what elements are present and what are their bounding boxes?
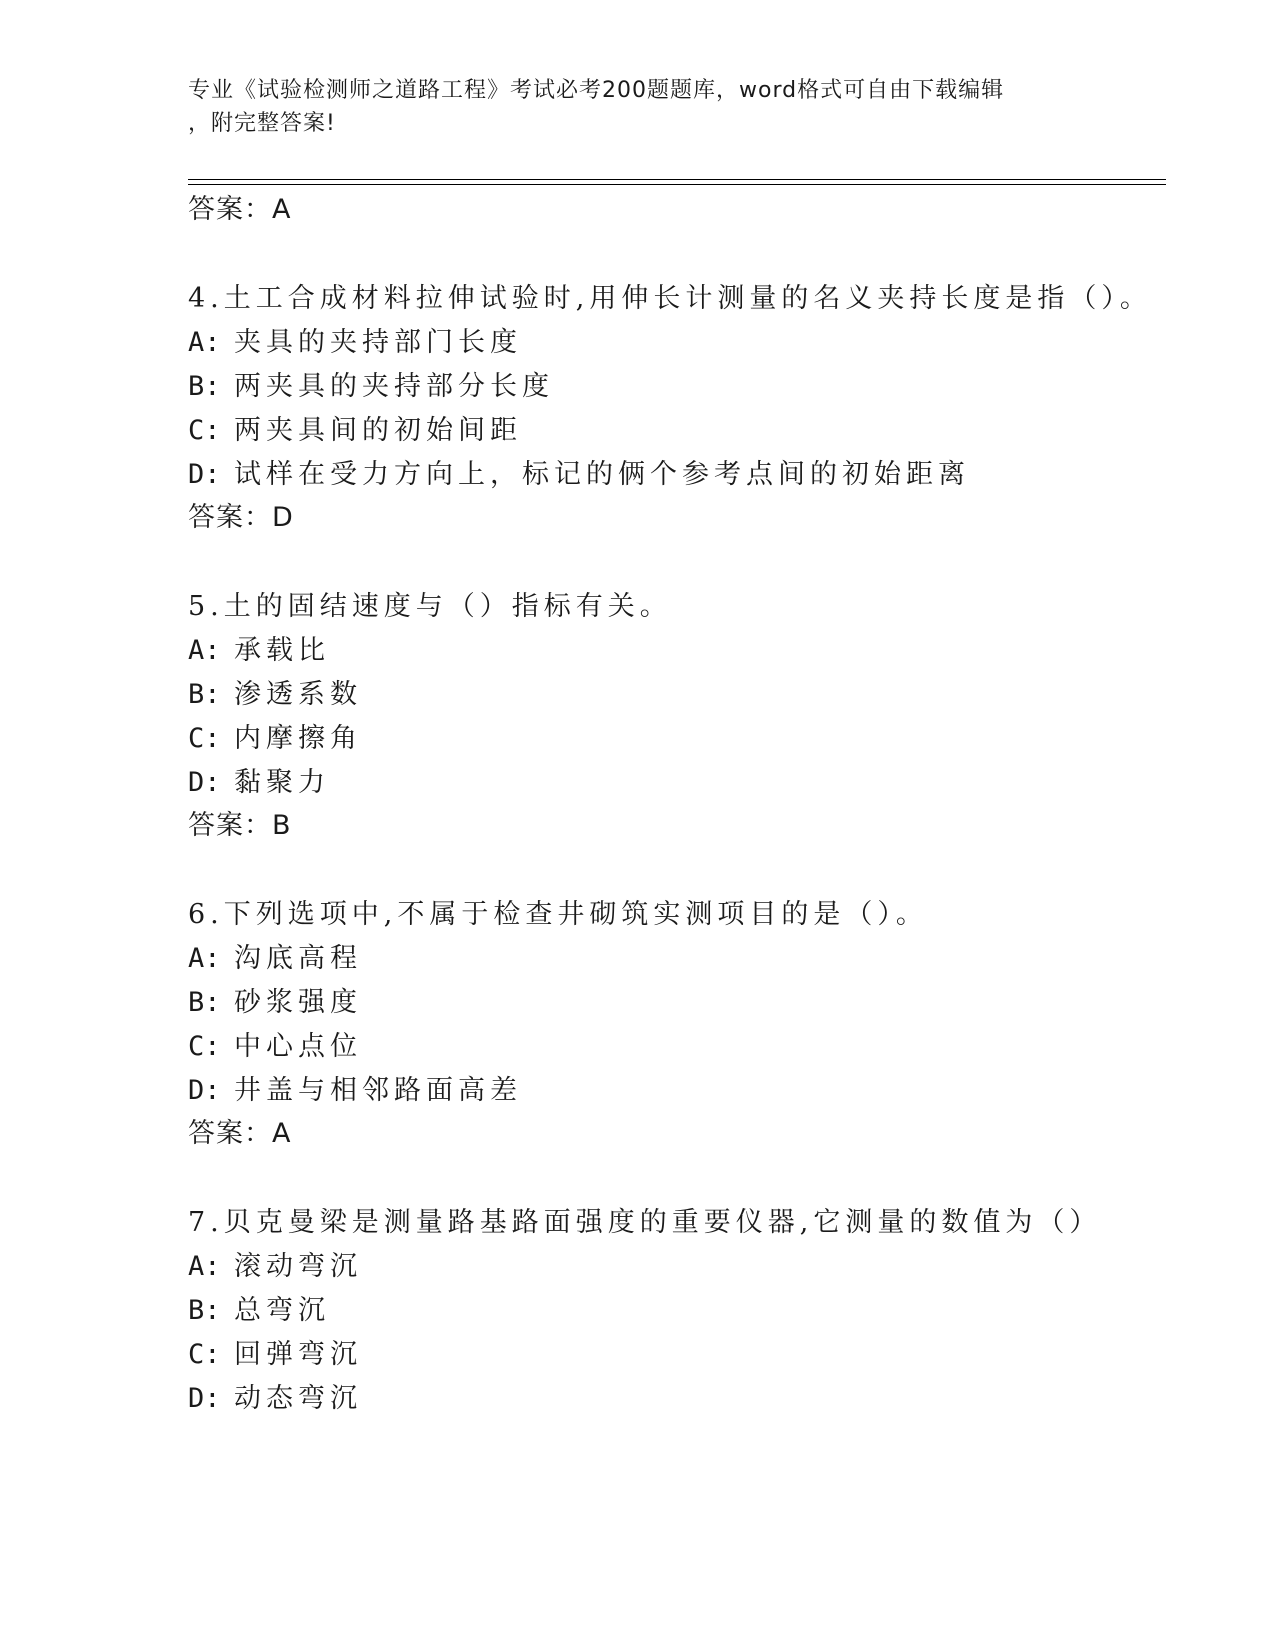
option-prefix: D: (188, 459, 221, 490)
question-5-title: 5.土的固结速度与（）指标有关。 (188, 591, 672, 622)
option-prefix: A: (188, 635, 221, 666)
question-6-option-c (188, 1030, 362, 1064)
option-text: 回弹弯沉 (234, 1339, 362, 1370)
option-text: 黏聚力 (234, 767, 330, 798)
question-4-option-d (188, 458, 970, 492)
option-prefix: D: (188, 767, 221, 798)
question-4-option-b (188, 370, 554, 404)
answer-q6: 答案：A (188, 1118, 292, 1149)
option-text: 内摩擦角 (234, 723, 362, 754)
option-prefix: B: (188, 679, 221, 710)
option-prefix: C: (188, 1339, 221, 1370)
option-prefix: B: (188, 1295, 221, 1326)
question-7-option-d (188, 1382, 362, 1416)
option-text: 井盖与相邻路面高差 (234, 1075, 522, 1106)
option-prefix: D: (188, 1075, 221, 1106)
question-4-option-c (188, 414, 522, 448)
option-prefix: C: (188, 1031, 221, 1062)
option-text: 总弯沉 (234, 1295, 330, 1326)
option-text: 动态弯沉 (234, 1383, 362, 1414)
question-5-option-c (188, 722, 362, 756)
option-text: 两夹具的夹持部分长度 (234, 371, 554, 402)
option-prefix: B: (188, 987, 221, 1018)
header-line-2: ，附完整答案! (188, 111, 336, 136)
question-7-title: 7.贝克曼梁是测量路基路面强度的重要仪器,它测量的数值为（） (188, 1207, 1102, 1238)
option-prefix: A: (188, 943, 221, 974)
option-text: 渗透系数 (234, 679, 362, 710)
question-6-option-d (188, 1074, 522, 1108)
option-text: 砂浆强度 (234, 987, 362, 1018)
header-line-1: 专业《试验检测师之道路工程》考试必考200题题库，word格式可自由下载编辑 (188, 78, 1005, 103)
question-5-option-a (188, 634, 330, 668)
option-text: 承载比 (234, 635, 330, 666)
question-6-option-a (188, 942, 362, 976)
answer-q3: 答案：A (188, 194, 292, 225)
option-prefix: C: (188, 723, 221, 754)
question-7-option-b (188, 1294, 330, 1328)
question-7-option-a (188, 1250, 362, 1284)
option-text: 试样在受力方向上，标记的俩个参考点间的初始距离 (234, 459, 970, 490)
option-prefix: D: (188, 1383, 221, 1414)
header-divider-top (188, 179, 1166, 180)
question-4-title: 4.土工合成材料拉伸试验时,用伸长计测量的名义夹持长度是指（）。 (188, 283, 1152, 314)
question-6-option-b (188, 986, 362, 1020)
answer-q4: 答案：D (188, 502, 294, 533)
question-5-option-d (188, 766, 330, 800)
question-4-option-a (188, 326, 522, 360)
option-text: 中心点位 (234, 1031, 362, 1062)
option-prefix: C: (188, 415, 221, 446)
question-5-option-b (188, 678, 362, 712)
option-text: 沟底高程 (234, 943, 362, 974)
option-prefix: A: (188, 1251, 221, 1282)
option-text: 夹具的夹持部门长度 (234, 327, 522, 358)
option-prefix: B: (188, 371, 221, 402)
option-text: 两夹具间的初始间距 (234, 415, 522, 446)
option-text: 滚动弯沉 (234, 1251, 362, 1282)
answer-q5: 答案：B (188, 810, 292, 841)
question-6-title: 6.下列选项中,不属于检查井砌筑实测项目的是（）。 (188, 899, 928, 930)
question-7-option-c (188, 1338, 362, 1372)
document-header (188, 74, 1078, 140)
header-divider-bottom (188, 184, 1166, 185)
option-prefix: A: (188, 327, 221, 358)
